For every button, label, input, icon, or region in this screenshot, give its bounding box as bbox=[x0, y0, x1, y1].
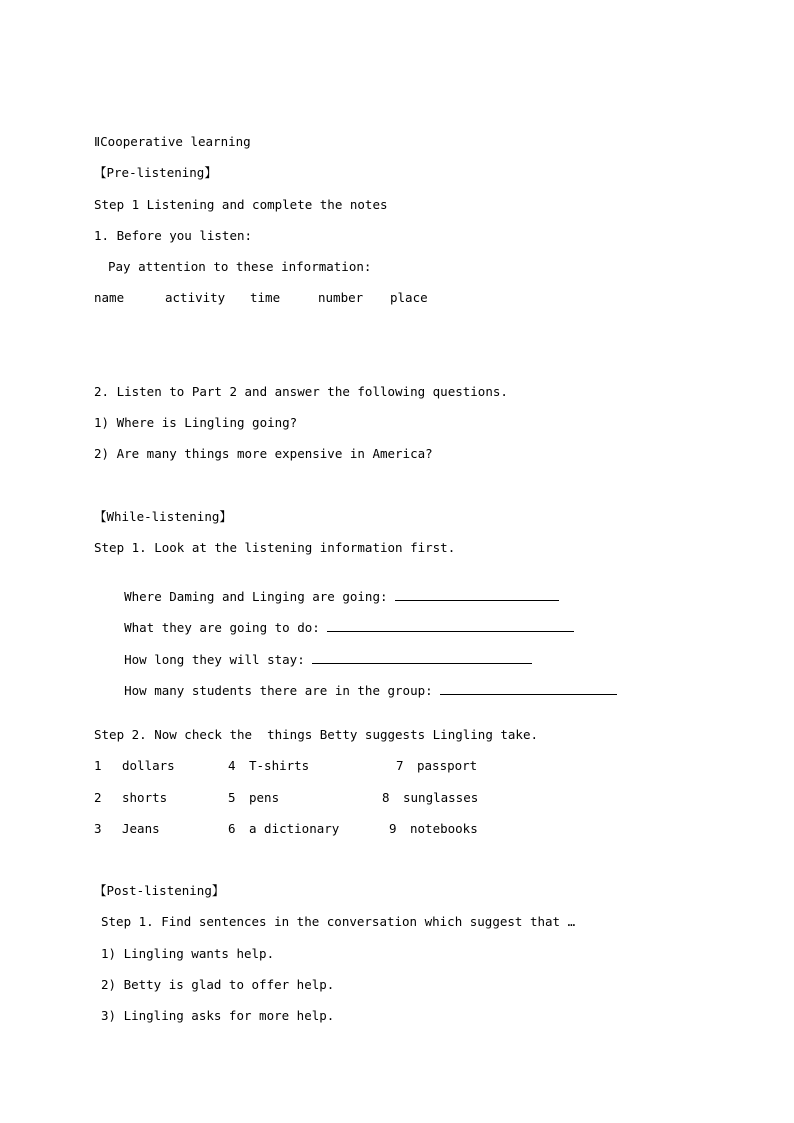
while-step1: Step 1. Look at the listening information first. bbox=[94, 540, 456, 555]
item-text: T-shirts bbox=[249, 758, 310, 773]
fill-label: What they are going to do: bbox=[124, 620, 320, 635]
item-number: 5 bbox=[228, 790, 236, 805]
field-place: place bbox=[390, 290, 428, 305]
pre-step1: Step 1 Listening and complete the notes bbox=[94, 197, 388, 212]
item-number: 2 bbox=[94, 790, 102, 805]
while-step2: Step 2. Now check the things Betty suggests Lingling take. bbox=[94, 727, 539, 742]
section-title: ⅡCooperative learning bbox=[94, 134, 251, 149]
answer-blank[interactable] bbox=[312, 650, 532, 664]
while-listening-heading: 【While-listening】 bbox=[94, 509, 232, 524]
item-number: 8 bbox=[382, 790, 390, 805]
item-number: 7 bbox=[396, 758, 404, 773]
field-time: time bbox=[250, 290, 281, 305]
item-text: passport bbox=[417, 758, 478, 773]
post-sentence-1: 1) Lingling wants help. bbox=[101, 946, 275, 961]
field-name: name bbox=[94, 290, 125, 305]
item-text: Jeans bbox=[122, 821, 160, 836]
post-listening-heading: 【Post-listening】 bbox=[94, 883, 225, 898]
answer-blank[interactable] bbox=[327, 618, 574, 632]
post-sentence-2: 2) Betty is glad to offer help. bbox=[101, 977, 335, 992]
pre-item2: 2. Listen to Part 2 and answer the following questions. bbox=[94, 384, 508, 399]
field-activity: activity bbox=[165, 290, 226, 305]
item-number: 1 bbox=[94, 758, 102, 773]
item-text: pens bbox=[249, 790, 280, 805]
fill-label: How long they will stay: bbox=[124, 652, 305, 667]
answer-blank[interactable] bbox=[395, 587, 559, 601]
item-number: 4 bbox=[228, 758, 236, 773]
post-sentence-3: 3) Lingling asks for more help. bbox=[101, 1008, 335, 1023]
item-number: 6 bbox=[228, 821, 236, 836]
item-text: sunglasses bbox=[403, 790, 479, 805]
post-step1: Step 1. Find sentences in the conversation which suggest that … bbox=[101, 914, 576, 929]
item-text: shorts bbox=[122, 790, 168, 805]
fill-label: How many students there are in the group: bbox=[124, 683, 433, 698]
pre-item1-note: Pay attention to these information: bbox=[108, 259, 372, 274]
item-number: 3 bbox=[94, 821, 102, 836]
pre-item1: 1. Before you listen: bbox=[94, 228, 253, 243]
item-text: dollars bbox=[122, 758, 175, 773]
fill-line bbox=[94, 665, 617, 715]
pre-question-1: 1) Where is Lingling going? bbox=[94, 415, 298, 430]
answer-blank[interactable] bbox=[440, 681, 617, 695]
fill-label: Where Daming and Linging are going: bbox=[124, 589, 388, 604]
field-number: number bbox=[318, 290, 364, 305]
item-text: a dictionary bbox=[249, 821, 340, 836]
pre-question-2: 2) Are many things more expensive in America? bbox=[94, 446, 433, 461]
pre-listening-heading: 【Pre-listening】 bbox=[94, 165, 217, 180]
item-text: notebooks bbox=[410, 821, 478, 836]
item-number: 9 bbox=[389, 821, 397, 836]
